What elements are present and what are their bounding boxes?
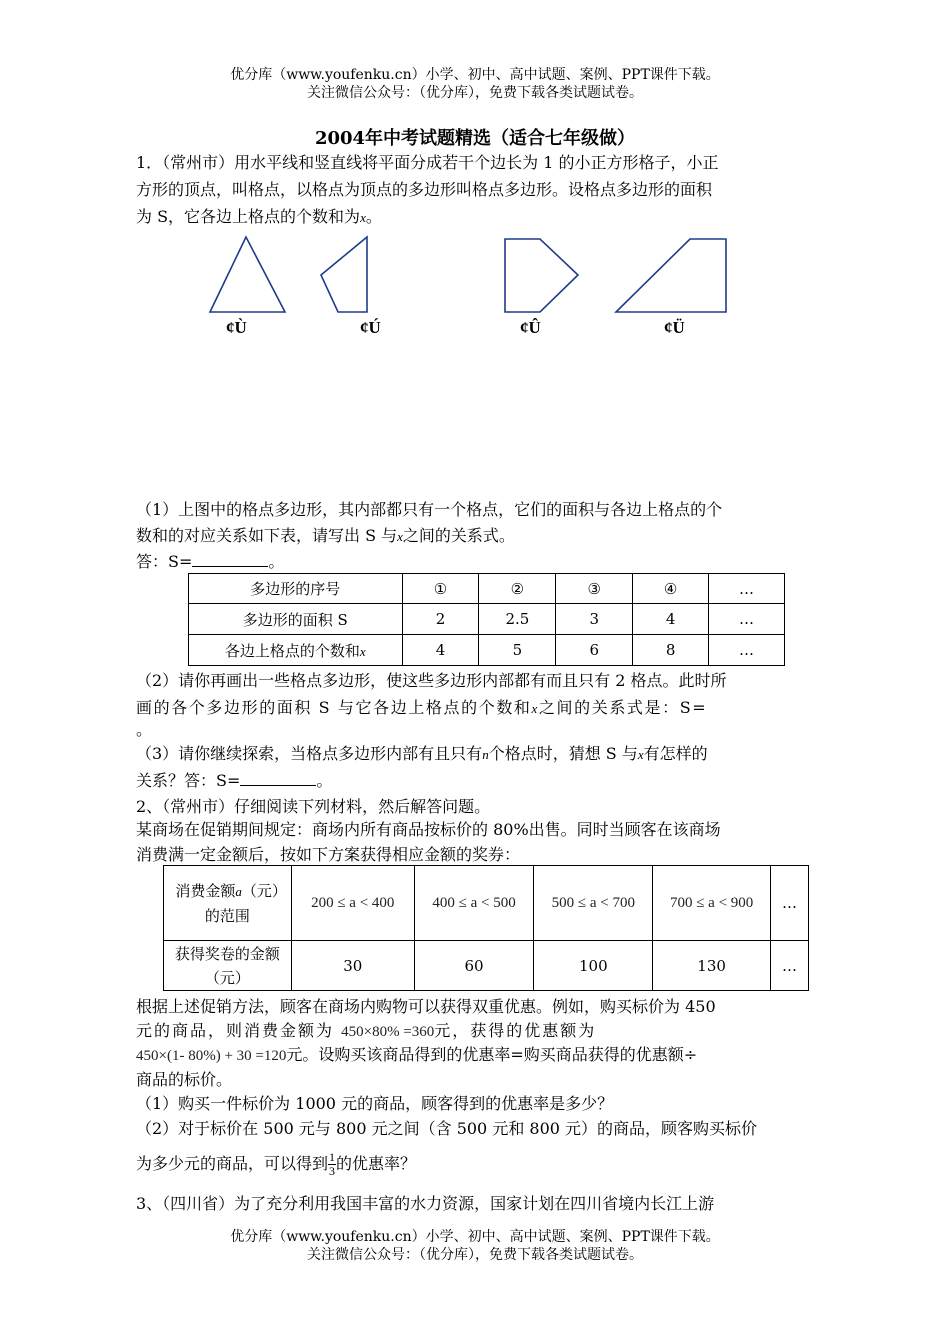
table-cell: 100 — [534, 941, 653, 991]
table-row — [164, 941, 809, 991]
table-cell: 130 — [653, 941, 771, 991]
q1-part3-text-end: 有怎样的 — [643, 744, 708, 763]
shape-label-2: ¢Ú — [360, 318, 381, 337]
answer-end: 。 — [268, 552, 285, 571]
q1-part2-line-1: （2）请你再画出一些格点多边形，使这些多边形内部都有而且只有 2 格点。此时所 — [136, 671, 727, 690]
table-cell: … — [771, 866, 809, 941]
row-label-text: （元）的范围 — [204, 881, 280, 925]
table-row — [189, 604, 785, 635]
q1-intro-end: 。 — [365, 207, 382, 226]
q1-part3-text-mid: 个格点时，猜想 S 与 — [488, 744, 638, 763]
q2-rule-line-2: 消费满一定金额后，按如下方案获得相应金额的奖券： — [136, 845, 521, 864]
table-cell: 2 — [402, 604, 479, 635]
polygon-2-quadrilateral — [321, 237, 367, 312]
page-footer — [0, 1228, 950, 1264]
row-label-text: 各边上格点的个数和 — [224, 641, 360, 660]
var-x: x — [359, 643, 366, 659]
table-cell: 30 — [291, 941, 414, 991]
q1-part3-line-2 — [136, 767, 836, 794]
table-cell: 60 — [414, 941, 534, 991]
table-row-label: 多边形的面积 S — [189, 604, 403, 635]
footer-line-1: 优分库（www.youfenku.cn）小学、初中、高中试题、案例、PPT课件下载。 — [230, 1229, 720, 1245]
table-cell: … — [709, 635, 785, 666]
table-row-label — [189, 635, 403, 666]
answer-label: 答：S= — [136, 552, 193, 571]
fraction-one-third — [328, 1151, 336, 1178]
table-cell: 4 — [633, 604, 709, 635]
var-x: x — [397, 529, 403, 544]
table-cell: 3 — [556, 604, 633, 635]
q1-intro-line-2: 方形的顶点，叫格点，以格点为顶点的多边形叫格点多边形。设格点多边形的面积 — [136, 180, 713, 199]
shape-label-1: ¢Ù — [226, 318, 247, 337]
table-cell: ④ — [633, 574, 709, 604]
q1-intro-text: 为 S，它各边上格点的个数和为 — [136, 207, 361, 226]
example-text: 元的商品，则消费金额为 — [136, 1021, 335, 1040]
table-row-label — [164, 866, 292, 941]
table-row — [164, 866, 809, 941]
q1-part2-line-3: 。 — [136, 720, 153, 739]
table-cell: ③ — [556, 574, 633, 604]
q1-part1-text: 数和的对应关系如下表，请写出 S 与 — [136, 526, 398, 545]
q2-question-1: （1）购买一件标价为 1000 元的商品，顾客得到的优惠率是多少？ — [136, 1094, 614, 1113]
table-cell: … — [709, 574, 785, 604]
row-label-text: 消费金额 — [175, 881, 236, 900]
header-line-1: 优分库（www.youfenku.cn）小学、初中、高中试题、案例、PPT课件下载。 — [230, 67, 720, 83]
table-cell: 700 ≤ a < 900 — [653, 866, 771, 941]
table-cell: 500 ≤ a < 700 — [534, 866, 653, 941]
table-cell: 2.5 — [479, 604, 556, 635]
example-math: 450×80% =360 — [341, 1024, 435, 1040]
table-row — [189, 635, 785, 666]
fraction-numerator: 1 — [329, 1150, 336, 1164]
table-cell: … — [771, 941, 809, 991]
example-text: 元，获得的优惠额为 — [434, 1021, 597, 1040]
var-a: a — [235, 883, 242, 899]
table-cell: 400 ≤ a < 500 — [414, 866, 534, 941]
table-row-label: 多边形的序号 — [189, 574, 403, 604]
answer-end: 。 — [316, 771, 333, 790]
example-math: 450×(1- 80%) + 30 =120 — [136, 1048, 287, 1064]
answer-label: 关系？答：S= — [136, 771, 241, 790]
voucher-table — [163, 865, 809, 991]
table-cell: ① — [402, 574, 479, 604]
question-text: 为多少元的商品，可以得到 — [136, 1154, 329, 1173]
table-cell: 8 — [633, 635, 709, 666]
page-title: 2004年中考试题精选（适合七年级做） — [314, 128, 636, 149]
q2-example-line-4: 商品的标价。 — [136, 1070, 233, 1089]
q2-question-2-line-2 — [136, 1150, 836, 1178]
shape-label-3: ¢Û — [520, 318, 541, 337]
q1-part1-line-1: （1）上图中的格点多边形，其内部都只有一个格点，它们的面积与各边上格点的个 — [136, 500, 723, 519]
table-cell: 4 — [402, 635, 479, 666]
table-cell: 5 — [479, 635, 556, 666]
q1-part2-text: 画的各个多边形的面积 S 与它各边上格点的个数和 — [136, 698, 532, 717]
q2-intro: 2、（常州市）仔细阅读下列材料，然后解答问题。 — [136, 797, 491, 816]
q1-part2-text-end: 之间的关系式是：S= — [538, 698, 708, 717]
polygon-3-pentagon — [505, 239, 578, 312]
table-row — [189, 574, 785, 604]
table-cell: 6 — [556, 635, 633, 666]
var-n: n — [482, 747, 489, 762]
var-x: x — [637, 747, 644, 762]
q1-part3-text: （3）请你继续探索，当格点多边形内部有且只有 — [136, 744, 483, 763]
q3-intro: 3、（四川省）为了充分利用我国丰富的水力资源，国家计划在四川省境内长江上游 — [136, 1194, 715, 1213]
q2-question-2-line-1: （2）对于标价在 500 元与 800 元之间（含 500 元和 800 元）的商品，顾客购买标价 — [136, 1119, 758, 1138]
example-text: 元。设购买该商品得到的优惠率=购买商品获得的优惠额÷ — [286, 1045, 698, 1064]
var-x: x — [531, 701, 539, 716]
q1-part1-text-end: 之间的关系式。 — [402, 526, 515, 545]
polygon-table — [188, 573, 785, 666]
q1-part1-line-2 — [136, 522, 836, 550]
footer-line-2: 关注微信公众号：（优分库），免费下载各类试题试卷。 — [307, 1247, 643, 1263]
polygon-1-triangle — [210, 237, 285, 312]
table-cell: … — [709, 604, 785, 635]
q1-part3-line-1 — [136, 740, 836, 768]
question-text: 的优惠率？ — [336, 1154, 417, 1173]
var-x: x — [360, 210, 366, 225]
q2-rule-line-1: 某商场在促销期间规定：商场内所有商品按标价的 80%出售。同时当顾客在该商场 — [136, 820, 721, 839]
q1-part1-answer — [136, 548, 836, 575]
answer-blank[interactable] — [240, 767, 316, 786]
q2-example-line-1: 根据上述促销方法，顾客在商场内购物可以获得双重优惠。例如，购买标价为 450 — [136, 997, 716, 1016]
answer-blank[interactable] — [192, 548, 268, 567]
table-cell: ② — [479, 574, 556, 604]
q1-intro-line-1: 1．（常州市）用水平线和竖直线将平面分成若干个边长为 1 的小正方形格子，小正 — [136, 153, 719, 172]
header-line-2: 关注微信公众号：（优分库），免费下载各类试题试卷。 — [307, 85, 643, 101]
fraction-denominator: 3 — [329, 1164, 336, 1178]
polygon-4-trapezoid — [616, 239, 726, 312]
page-header — [0, 66, 950, 102]
q1-intro-line-3 — [136, 203, 836, 231]
table-cell: 200 ≤ a < 400 — [291, 866, 414, 941]
shape-label-4: ¢Ü — [664, 318, 685, 337]
table-row-label: 获得奖卷的金额（元） — [164, 941, 292, 991]
